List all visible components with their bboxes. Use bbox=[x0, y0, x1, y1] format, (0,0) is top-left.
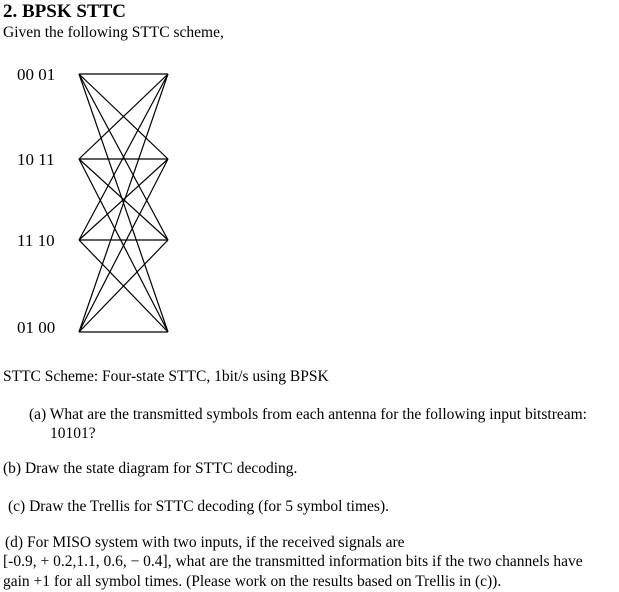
state-label-0: 00 01 bbox=[17, 65, 56, 84]
state-label-2: 11 10 bbox=[17, 231, 55, 250]
question-a-continued: 10101? bbox=[50, 425, 96, 442]
question-c: (c) Draw the Trellis for STTC decoding (for 5 symbol times). bbox=[8, 498, 389, 515]
scheme-description: STTC Scheme: Four-state STTC, 1bit/s using BPSK bbox=[3, 368, 329, 385]
intro-text: Given the following STTC scheme, bbox=[3, 24, 224, 41]
question-a: (a) What are the transmitted symbols from each antenna for the following input bitstream: bbox=[29, 406, 587, 423]
question-d: (d) For MISO system with two inputs, if the received signals are bbox=[5, 534, 405, 551]
question-d-final: gain +1 for all symbol times. (Please work on the results based on Trellis in (c)). bbox=[3, 573, 502, 590]
question-d-continued: [-0.9, + 0.2,1.1, 0.6, − 0.4], what are the transmitted information bits if the two channels have bbox=[3, 553, 583, 570]
state-label-3: 01 00 bbox=[17, 318, 56, 337]
question-b: (b) Draw the state diagram for STTC decoding. bbox=[3, 460, 298, 477]
state-label-1: 10 11 bbox=[17, 150, 55, 169]
problem-title: 2. BPSK STTC bbox=[3, 1, 127, 22]
